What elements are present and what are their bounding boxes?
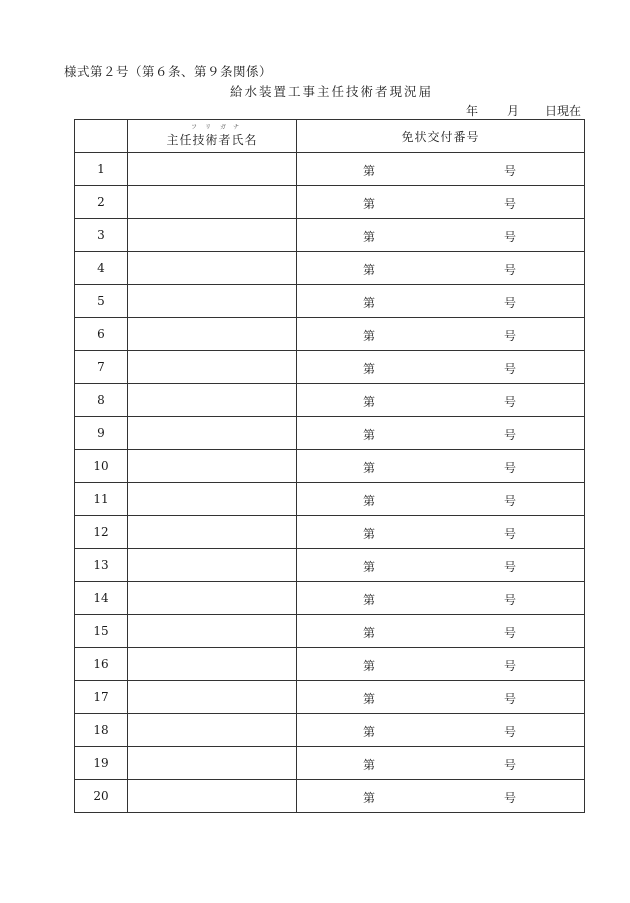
license-number-field[interactable]: [297, 780, 585, 813]
license-number-field[interactable]: [297, 516, 585, 549]
engineer-name-field[interactable]: [128, 582, 297, 615]
license-suffix: 号: [504, 230, 517, 244]
row-number: 20: [75, 780, 128, 813]
license-prefix: 第: [363, 527, 376, 541]
license-prefix: 第: [363, 725, 376, 739]
furigana-char: フ: [191, 124, 198, 131]
table-row: [75, 252, 585, 285]
license-number-field[interactable]: [297, 219, 585, 252]
license-suffix: 号: [504, 725, 517, 739]
row-number: 8: [75, 384, 128, 417]
license-number-field[interactable]: [297, 285, 585, 318]
license-suffix: 号: [504, 329, 517, 343]
license-number-field[interactable]: [297, 450, 585, 483]
license-number-field[interactable]: [297, 186, 585, 219]
row-number: 19: [75, 747, 128, 780]
number-column-header: [75, 120, 128, 153]
table-row: [75, 681, 585, 714]
license-number-field[interactable]: [297, 714, 585, 747]
license-prefix: 第: [363, 791, 376, 805]
furigana-char: リ: [205, 124, 212, 131]
row-number: 18: [75, 714, 128, 747]
license-prefix: 第: [363, 395, 376, 409]
engineer-name-field[interactable]: [128, 219, 297, 252]
license-number-field[interactable]: [297, 483, 585, 516]
license-prefix: 第: [363, 362, 376, 376]
engineer-name-field[interactable]: [128, 318, 297, 351]
engineer-name-field[interactable]: [128, 285, 297, 318]
license-column-header: 免状交付番号: [297, 120, 585, 153]
table-row: [75, 714, 585, 747]
license-suffix: 号: [504, 560, 517, 574]
row-number: 17: [75, 681, 128, 714]
name-column-header: [128, 120, 297, 153]
license-suffix: 号: [504, 626, 517, 640]
license-suffix: 号: [504, 527, 517, 541]
date-day-label: 日現在: [545, 104, 582, 118]
license-prefix: 第: [363, 758, 376, 772]
license-suffix: 号: [504, 758, 517, 772]
date-month-label: 月: [507, 104, 520, 118]
license-suffix: 号: [504, 197, 517, 211]
table-row: [75, 384, 585, 417]
table-row: [75, 780, 585, 813]
license-suffix: 号: [504, 461, 517, 475]
license-number-field[interactable]: [297, 747, 585, 780]
engineer-name-field[interactable]: [128, 516, 297, 549]
table-row: [75, 285, 585, 318]
row-number: 5: [75, 285, 128, 318]
engineer-name-field[interactable]: [128, 153, 297, 186]
table-row: [75, 648, 585, 681]
row-number: 11: [75, 483, 128, 516]
license-number-field[interactable]: [297, 153, 585, 186]
row-number: 15: [75, 615, 128, 648]
license-prefix: 第: [363, 692, 376, 706]
engineer-name-field[interactable]: [128, 780, 297, 813]
license-prefix: 第: [363, 197, 376, 211]
date-year-label: 年: [466, 104, 479, 118]
engineer-name-field[interactable]: [128, 549, 297, 582]
engineer-name-field[interactable]: [128, 450, 297, 483]
row-number: 16: [75, 648, 128, 681]
engineer-name-field[interactable]: [128, 384, 297, 417]
row-number: 10: [75, 450, 128, 483]
license-prefix: 第: [363, 626, 376, 640]
license-prefix: 第: [363, 329, 376, 343]
table-body: [75, 153, 585, 813]
license-prefix: 第: [363, 461, 376, 475]
license-suffix: 号: [504, 296, 517, 310]
table-row: [75, 747, 585, 780]
license-suffix: 号: [504, 659, 517, 673]
table-header-row: [75, 120, 585, 153]
license-number-field[interactable]: [297, 384, 585, 417]
license-suffix: 号: [504, 494, 517, 508]
table-row: [75, 219, 585, 252]
table-row: [75, 318, 585, 351]
table-row: [75, 582, 585, 615]
table-row: [75, 549, 585, 582]
license-prefix: 第: [363, 263, 376, 277]
engineer-name-field[interactable]: [128, 483, 297, 516]
license-prefix: 第: [363, 494, 376, 508]
document-title: 給水装置工事主任技術者現況届: [230, 84, 434, 99]
engineer-roster-table: [74, 119, 585, 813]
license-suffix: 号: [504, 362, 517, 376]
engineer-name-field[interactable]: [128, 747, 297, 780]
row-number: 2: [75, 186, 128, 219]
furigana-char: ガ: [220, 124, 227, 131]
row-number: 4: [75, 252, 128, 285]
license-prefix: 第: [363, 164, 376, 178]
row-number: 14: [75, 582, 128, 615]
license-number-field[interactable]: [297, 417, 585, 450]
table-row: [75, 483, 585, 516]
license-number-field[interactable]: [297, 318, 585, 351]
form-number: 様式第２号（第６条、第９条関係）: [64, 64, 273, 79]
engineer-name-field[interactable]: [128, 351, 297, 384]
license-number-field[interactable]: [297, 351, 585, 384]
license-suffix: 号: [504, 593, 517, 607]
engineer-name-field[interactable]: [128, 186, 297, 219]
license-prefix: 第: [363, 560, 376, 574]
engineer-name-field[interactable]: [128, 417, 297, 450]
row-number: 1: [75, 153, 128, 186]
license-suffix: 号: [504, 263, 517, 277]
license-number-field[interactable]: [297, 648, 585, 681]
license-prefix: 第: [363, 659, 376, 673]
license-suffix: 号: [504, 428, 517, 442]
engineer-name-field[interactable]: [128, 648, 297, 681]
license-prefix: 第: [363, 593, 376, 607]
row-number: 7: [75, 351, 128, 384]
license-suffix: 号: [504, 791, 517, 805]
table-row: [75, 516, 585, 549]
license-suffix: 号: [504, 395, 517, 409]
license-prefix: 第: [363, 428, 376, 442]
furigana-char: ナ: [233, 124, 240, 131]
license-suffix: 号: [504, 692, 517, 706]
row-number: 9: [75, 417, 128, 450]
engineer-name-field[interactable]: [128, 714, 297, 747]
row-number: 6: [75, 318, 128, 351]
license-number-field[interactable]: [297, 252, 585, 285]
table-row: [75, 450, 585, 483]
license-prefix: 第: [363, 296, 376, 310]
engineer-name-field[interactable]: [128, 681, 297, 714]
table-row: [75, 615, 585, 648]
engineer-name-field[interactable]: [128, 615, 297, 648]
license-number-field[interactable]: [297, 582, 585, 615]
license-number-field[interactable]: [297, 549, 585, 582]
engineer-name-field[interactable]: [128, 252, 297, 285]
table-row: [75, 417, 585, 450]
license-number-field[interactable]: [297, 681, 585, 714]
row-number: 13: [75, 549, 128, 582]
row-number: 12: [75, 516, 128, 549]
name-column-label: 主任技術者氏名: [166, 132, 258, 147]
row-number: 3: [75, 219, 128, 252]
license-number-field[interactable]: [297, 615, 585, 648]
table-row: [75, 351, 585, 384]
table-row: [75, 186, 585, 219]
table-row: [75, 153, 585, 186]
license-prefix: 第: [363, 230, 376, 244]
license-suffix: 号: [504, 164, 517, 178]
